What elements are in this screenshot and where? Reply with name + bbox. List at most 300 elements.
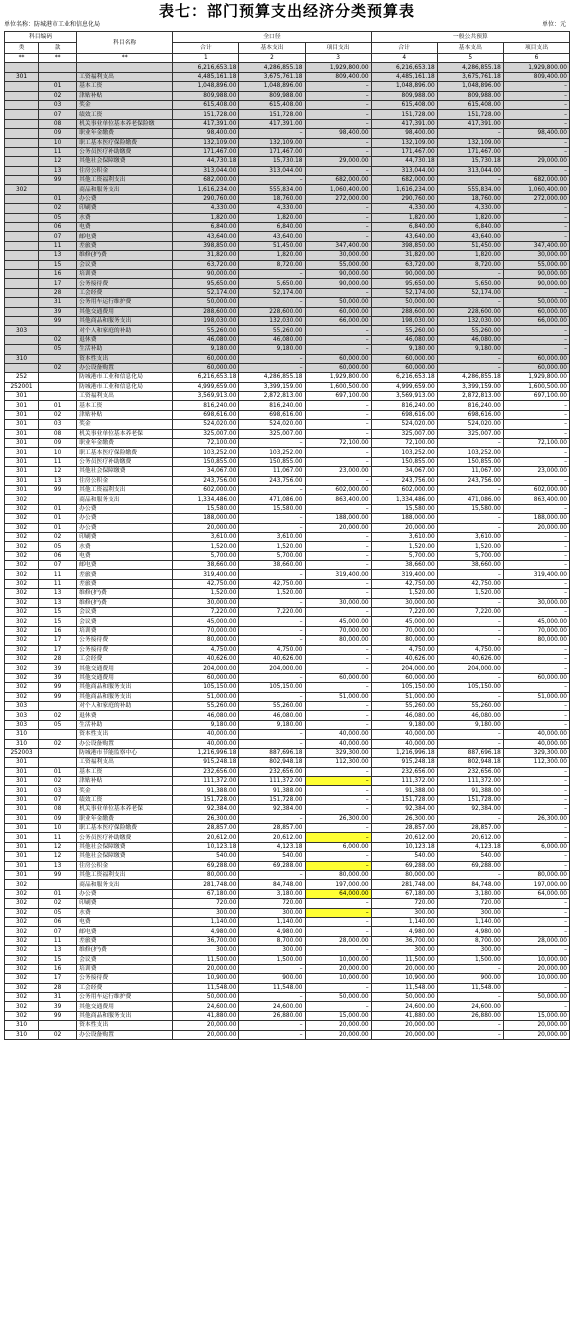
cell-general-total: 105,150.00 xyxy=(371,683,437,692)
table-row xyxy=(5,1030,570,1039)
cell-general-total: 42,750.00 xyxy=(371,579,437,588)
cell-project: – xyxy=(305,561,371,570)
cell-general-basic: 4,123.18 xyxy=(437,842,503,851)
cell-general-total: 95,650.00 xyxy=(371,279,437,288)
cell-basic: 40,626.00 xyxy=(239,655,305,664)
cell-lei-code: 301 xyxy=(5,786,39,795)
cell-lei-code xyxy=(5,307,39,316)
cell-general-project: 30,000.00 xyxy=(503,251,569,260)
header-col-number: 2 xyxy=(239,54,305,63)
table-row xyxy=(5,889,570,898)
cell-total: 132,109.00 xyxy=(173,138,239,147)
cell-project: – xyxy=(305,917,371,926)
cell-total: 60,000.00 xyxy=(173,354,239,363)
cell-lei-code: 302 xyxy=(5,927,39,936)
table-row xyxy=(5,814,570,823)
cell-general-project: 272,000.00 xyxy=(503,194,569,203)
cell-general-project: 602,000.00 xyxy=(503,485,569,494)
cell-lei-code: 310 xyxy=(5,1030,39,1039)
cell-project: – xyxy=(305,448,371,457)
table-row xyxy=(5,899,570,908)
table-row xyxy=(5,692,570,701)
cell-total: 92,384.00 xyxy=(173,805,239,814)
cell-lei-code: 302 xyxy=(5,532,39,541)
cell-project: 112,300.00 xyxy=(305,758,371,767)
cell-basic: 1,140.00 xyxy=(239,917,305,926)
header-general-group: 一般公共预算 xyxy=(371,32,569,43)
cell-kuan-code xyxy=(39,880,77,889)
cell-item-name: 职工基本医疗保险缴费 xyxy=(77,448,173,457)
cell-kuan-code: 17 xyxy=(39,636,77,645)
cell-general-project: – xyxy=(503,420,569,429)
cell-item-name: 防城港市工业和信息化局 xyxy=(77,373,173,382)
cell-item-name: 生活补助 xyxy=(77,720,173,729)
cell-basic: 91,388.00 xyxy=(239,786,305,795)
cell-total: 42,750.00 xyxy=(173,579,239,588)
cell-general-total: 26,300.00 xyxy=(371,814,437,823)
cell-lei-code xyxy=(5,298,39,307)
table-row xyxy=(5,917,570,926)
cell-item-name: 住房公积金 xyxy=(77,861,173,870)
cell-general-total: 132,109.00 xyxy=(371,138,437,147)
cell-general-project: 66,000.00 xyxy=(503,316,569,325)
cell-project: – xyxy=(305,410,371,419)
cell-general-basic: – xyxy=(437,570,503,579)
cell-general-project: 29,000.00 xyxy=(503,157,569,166)
table-row xyxy=(5,298,570,307)
cell-basic: – xyxy=(239,1021,305,1030)
cell-general-basic: 816,240.00 xyxy=(437,401,503,410)
cell-kuan-code: 07 xyxy=(39,561,77,570)
cell-general-basic: 42,750.00 xyxy=(437,579,503,588)
cell-basic: 9,180.00 xyxy=(239,345,305,354)
cell-lei-code: 252003 xyxy=(5,748,39,757)
cell-general-basic: 6,840.00 xyxy=(437,223,503,232)
cell-kuan-code: 02 xyxy=(39,410,77,419)
cell-lei-code: 302 xyxy=(5,523,39,532)
cell-item-name: 电费 xyxy=(77,917,173,926)
cell-project: – xyxy=(305,946,371,955)
cell-total: 40,000.00 xyxy=(173,730,239,739)
cell-item-name: 其他交通费用 xyxy=(77,1002,173,1011)
cell-basic: 524,020.00 xyxy=(239,420,305,429)
cell-general-total: 1,140.00 xyxy=(371,917,437,926)
cell-lei-code: 301 xyxy=(5,833,39,842)
cell-kuan-code: 28 xyxy=(39,655,77,664)
cell-lei-code: 302 xyxy=(5,626,39,635)
cell-general-project: 20,000.00 xyxy=(503,1021,569,1030)
cell-item-name: 机关事业单位基本养老保险缴 xyxy=(77,119,173,128)
cell-general-project: – xyxy=(503,701,569,710)
table-row xyxy=(5,514,570,523)
cell-item-name: 退休费 xyxy=(77,711,173,720)
cell-kuan-code xyxy=(39,1021,77,1030)
cell-lei-code: 302 xyxy=(5,664,39,673)
cell-basic: 52,174.00 xyxy=(239,288,305,297)
table-row xyxy=(5,363,570,372)
cell-basic: – xyxy=(239,636,305,645)
cell-kuan-code: 17 xyxy=(39,645,77,654)
cell-general-basic: 8,700.00 xyxy=(437,936,503,945)
cell-item-name: 其他社会保障缴费 xyxy=(77,852,173,861)
cell-kuan-code: 16 xyxy=(39,964,77,973)
cell-general-total: 11,548.00 xyxy=(371,983,437,992)
table-row xyxy=(5,532,570,541)
cell-project: 28,000.00 xyxy=(305,936,371,945)
cell-general-basic: 228,600.00 xyxy=(437,307,503,316)
cell-total: 698,616.00 xyxy=(173,410,239,419)
cell-lei-code xyxy=(5,279,39,288)
cell-general-total: 300.00 xyxy=(371,908,437,917)
cell-general-basic: 3,610.00 xyxy=(437,532,503,541)
cell-project: 80,000.00 xyxy=(305,870,371,879)
cell-general-project: 60,000.00 xyxy=(503,673,569,682)
cell-project: 20,000.00 xyxy=(305,1030,371,1039)
cell-general-total: 720.00 xyxy=(371,899,437,908)
cell-lei-code xyxy=(5,129,39,138)
cell-general-project: – xyxy=(503,345,569,354)
cell-general-project: 15,000.00 xyxy=(503,1011,569,1020)
cell-kuan-code: 02 xyxy=(39,335,77,344)
cell-total: 204,000.00 xyxy=(173,664,239,673)
cell-basic: – xyxy=(239,814,305,823)
cell-general-project: 60,000.00 xyxy=(503,354,569,363)
header-col-number: 1 xyxy=(173,54,239,63)
cell-basic: 3,610.00 xyxy=(239,532,305,541)
cell-project: – xyxy=(305,767,371,776)
cell-general-project: 329,300.00 xyxy=(503,748,569,757)
cell-item-name: 基本工资 xyxy=(77,767,173,776)
cell-basic: 2,872,813.00 xyxy=(239,392,305,401)
cell-general-total: 46,080.00 xyxy=(371,335,437,344)
cell-kuan-code: 15 xyxy=(39,608,77,617)
cell-general-basic: 132,109.00 xyxy=(437,138,503,147)
cell-kuan-code: 03 xyxy=(39,420,77,429)
cell-general-basic: 171,467.00 xyxy=(437,147,503,156)
cell-item-name: 维修(护)费 xyxy=(77,589,173,598)
cell-kuan-code: 02 xyxy=(39,711,77,720)
cell-general-total: 915,248.18 xyxy=(371,758,437,767)
cell-total: 300.00 xyxy=(173,908,239,917)
cell-basic: 18,760.00 xyxy=(239,194,305,203)
cell-total: 188,000.00 xyxy=(173,514,239,523)
cell-total: 4,999,659.00 xyxy=(173,382,239,391)
cell-total: 1,520.00 xyxy=(173,542,239,551)
cell-basic: 7,220.00 xyxy=(239,608,305,617)
cell-project: 50,000.00 xyxy=(305,298,371,307)
table-row xyxy=(5,448,570,457)
cell-project: – xyxy=(305,345,371,354)
cell-general-project: – xyxy=(503,983,569,992)
cell-general-basic: 15,580.00 xyxy=(437,504,503,513)
cell-general-project: 10,000.00 xyxy=(503,955,569,964)
table-row xyxy=(5,100,570,109)
cell-general-basic: 84,748.00 xyxy=(437,880,503,889)
cell-general-basic: 7,220.00 xyxy=(437,608,503,617)
table-row xyxy=(5,636,570,645)
cell-project: 98,400.00 xyxy=(305,129,371,138)
cell-basic: 51,450.00 xyxy=(239,241,305,250)
cell-kuan-code: 99 xyxy=(39,316,77,325)
cell-item-name: 培训费 xyxy=(77,626,173,635)
cell-project: – xyxy=(305,983,371,992)
cell-lei-code: 302 xyxy=(5,1002,39,1011)
cell-general-project: – xyxy=(503,532,569,541)
cell-kuan-code: 16 xyxy=(39,269,77,278)
cell-project: – xyxy=(305,223,371,232)
cell-basic: 103,252.00 xyxy=(239,448,305,457)
cell-general-total: 171,467.00 xyxy=(371,147,437,156)
cell-project: 60,000.00 xyxy=(305,354,371,363)
cell-general-project: 40,000.00 xyxy=(503,730,569,739)
cell-total: 51,000.00 xyxy=(173,692,239,701)
cell-basic: 151,728.00 xyxy=(239,110,305,119)
cell-general-total: 34,067.00 xyxy=(371,467,437,476)
cell-total: 398,850.00 xyxy=(173,241,239,250)
cell-basic: – xyxy=(239,598,305,607)
cell-general-project: – xyxy=(503,223,569,232)
table-row xyxy=(5,157,570,166)
cell-item-name: 办公费 xyxy=(77,514,173,523)
cell-project: 10,000.00 xyxy=(305,955,371,964)
cell-general-basic: 55,260.00 xyxy=(437,701,503,710)
cell-project: 40,000.00 xyxy=(305,739,371,748)
cell-item-name: 职业年金缴费 xyxy=(77,814,173,823)
cell-general-total: 602,000.00 xyxy=(371,485,437,494)
cell-basic: 540.00 xyxy=(239,852,305,861)
cell-basic: 92,384.00 xyxy=(239,805,305,814)
table-row xyxy=(5,467,570,476)
cell-general-project: – xyxy=(503,204,569,213)
cell-general-total: 816,240.00 xyxy=(371,401,437,410)
cell-total: 540.00 xyxy=(173,852,239,861)
cell-lei-code xyxy=(5,345,39,354)
cell-lei-code: 310 xyxy=(5,354,39,363)
cell-total: 682,000.00 xyxy=(173,176,239,185)
cell-total: 615,408.00 xyxy=(173,100,239,109)
cell-basic: 3,675,761.18 xyxy=(239,72,305,81)
cell-general-basic: 26,880.00 xyxy=(437,1011,503,1020)
cell-general-total: 1,048,896.00 xyxy=(371,82,437,91)
cell-lei-code: 301 xyxy=(5,795,39,804)
cell-general-basic: 11,067.00 xyxy=(437,467,503,476)
cell-total: 4,485,161.18 xyxy=(173,72,239,81)
cell-total: 3,569,913.00 xyxy=(173,392,239,401)
cell-lei-code: 302 xyxy=(5,495,39,504)
cell-basic: – xyxy=(239,176,305,185)
cell-general-total: 24,600.00 xyxy=(371,1002,437,1011)
cell-kuan-code: 28 xyxy=(39,983,77,992)
cell-general-basic: 151,728.00 xyxy=(437,110,503,119)
cell-general-basic: 5,700.00 xyxy=(437,551,503,560)
cell-general-project: 863,400.00 xyxy=(503,495,569,504)
table-row xyxy=(5,288,570,297)
cell-general-project: – xyxy=(503,476,569,485)
cell-general-total: 290,760.00 xyxy=(371,194,437,203)
cell-item-name: 差旅费 xyxy=(77,579,173,588)
header-total-2: 合计 xyxy=(371,43,437,54)
cell-lei-code xyxy=(5,363,39,372)
table-row xyxy=(5,720,570,729)
cell-basic: 300.00 xyxy=(239,908,305,917)
cell-basic: 417,391.00 xyxy=(239,119,305,128)
cell-item-name: 其他交通费用 xyxy=(77,673,173,682)
cell-general-basic: 5,650.00 xyxy=(437,279,503,288)
cell-item-name: 工会经费 xyxy=(77,655,173,664)
cell-project: – xyxy=(305,326,371,335)
cell-item-name: 津贴补贴 xyxy=(77,91,173,100)
cell-item-name: 印刷费 xyxy=(77,204,173,213)
cell-total: 70,000.00 xyxy=(173,626,239,635)
cell-kuan-code xyxy=(39,185,77,194)
cell-general-project: – xyxy=(503,166,569,175)
cell-total: 281,748.00 xyxy=(173,880,239,889)
cell-project: – xyxy=(305,786,371,795)
table-row xyxy=(5,354,570,363)
cell-total: 63,720.00 xyxy=(173,260,239,269)
cell-lei-code: 302 xyxy=(5,983,39,992)
cell-general-basic: – xyxy=(437,692,503,701)
table-row xyxy=(5,964,570,973)
cell-project: 319,400.00 xyxy=(305,570,371,579)
cell-basic: 46,080.00 xyxy=(239,335,305,344)
cell-general-total: 50,000.00 xyxy=(371,298,437,307)
cell-basic: 300.00 xyxy=(239,946,305,955)
cell-general-project: – xyxy=(503,589,569,598)
cell-total: 28,857.00 xyxy=(173,824,239,833)
cell-lei-code: 301 xyxy=(5,439,39,448)
cell-total: 34,067.00 xyxy=(173,467,239,476)
cell-kuan-code: 02 xyxy=(39,777,77,786)
cell-general-total: 72,100.00 xyxy=(371,439,437,448)
cell-general-project: – xyxy=(503,1002,569,1011)
cell-general-project: 30,000.00 xyxy=(503,598,569,607)
cell-general-total: 3,610.00 xyxy=(371,532,437,541)
cell-general-project: 60,000.00 xyxy=(503,307,569,316)
cell-general-total: 5,700.00 xyxy=(371,551,437,560)
cell-general-project: 80,000.00 xyxy=(503,636,569,645)
table-row xyxy=(5,711,570,720)
cell-kuan-code: 11 xyxy=(39,579,77,588)
cell-total: 30,000.00 xyxy=(173,598,239,607)
cell-total: 46,080.00 xyxy=(173,711,239,720)
table-row xyxy=(5,542,570,551)
cell-item-name: 公务接待费 xyxy=(77,636,173,645)
cell-kuan-code: 99 xyxy=(39,870,77,879)
cell-kuan-code xyxy=(39,758,77,767)
cell-kuan-code: 06 xyxy=(39,917,77,926)
cell-total: 52,174.00 xyxy=(173,288,239,297)
cell-general-basic: 55,260.00 xyxy=(437,326,503,335)
cell-kuan-code: 01 xyxy=(39,401,77,410)
cell-kuan-code: 05 xyxy=(39,908,77,917)
cell-general-total: 10,900.00 xyxy=(371,974,437,983)
table-row xyxy=(5,1002,570,1011)
cell-general-basic: 69,288.00 xyxy=(437,861,503,870)
table-row xyxy=(5,777,570,786)
table-row xyxy=(5,936,570,945)
table-row xyxy=(5,316,570,325)
cell-total: 36,700.00 xyxy=(173,936,239,945)
cell-basic: 4,123.18 xyxy=(239,842,305,851)
cell-kuan-code: 02 xyxy=(39,363,77,372)
cell-kuan-code: 99 xyxy=(39,692,77,701)
cell-total: 6,216,653.18 xyxy=(173,373,239,382)
table-row xyxy=(5,626,570,635)
cell-general-total: 151,728.00 xyxy=(371,110,437,119)
cell-general-basic: 698,616.00 xyxy=(437,410,503,419)
cell-total: 43,640.00 xyxy=(173,232,239,241)
cell-kuan-code: 99 xyxy=(39,683,77,692)
cell-general-basic: 4,286,855.18 xyxy=(437,63,503,72)
cell-general-basic: – xyxy=(437,626,503,635)
cell-total: 45,000.00 xyxy=(173,617,239,626)
cell-lei-code: 302 xyxy=(5,185,39,194)
cell-total: 232,656.00 xyxy=(173,767,239,776)
cell-general-basic: 151,728.00 xyxy=(437,795,503,804)
table-row xyxy=(5,129,570,138)
cell-item-name: 公务接待费 xyxy=(77,974,173,983)
header-col-number: 6 xyxy=(503,54,569,63)
cell-basic: 4,330.00 xyxy=(239,204,305,213)
cell-item-name: 维修(护)费 xyxy=(77,598,173,607)
cell-total: 1,216,996.18 xyxy=(173,748,239,757)
cell-item-name: 职工基本医疗保险缴费 xyxy=(77,824,173,833)
cell-kuan-code: 05 xyxy=(39,720,77,729)
cell-basic: – xyxy=(239,692,305,701)
cell-total: 4,330.00 xyxy=(173,204,239,213)
cell-general-basic: 46,080.00 xyxy=(437,711,503,720)
cell-project: – xyxy=(305,110,371,119)
cell-lei-code: 302 xyxy=(5,636,39,645)
cell-project: – xyxy=(305,579,371,588)
cell-basic: 4,286,855.18 xyxy=(239,373,305,382)
cell-item-name: 其他交通费用 xyxy=(77,307,173,316)
cell-project: – xyxy=(305,551,371,560)
cell-basic: 9,180.00 xyxy=(239,720,305,729)
cell-item-name: 培训费 xyxy=(77,269,173,278)
cell-kuan-code: 02 xyxy=(39,899,77,908)
table-row xyxy=(5,880,570,889)
cell-kuan-code xyxy=(39,326,77,335)
cell-kuan-code: 08 xyxy=(39,119,77,128)
cell-lei-code: 302 xyxy=(5,589,39,598)
cell-basic: – xyxy=(239,514,305,523)
cell-project: 20,000.00 xyxy=(305,523,371,532)
cell-basic: 105,150.00 xyxy=(239,683,305,692)
cell-project: 1,929,800.00 xyxy=(305,63,371,72)
cell-total: 69,288.00 xyxy=(173,861,239,870)
cell-general-basic: – xyxy=(437,523,503,532)
cell-general-total: 4,485,161.18 xyxy=(371,72,437,81)
cell-general-basic: 3,675,761.18 xyxy=(437,72,503,81)
table-row xyxy=(5,833,570,842)
cell-kuan-code xyxy=(39,495,77,504)
cell-total: 95,650.00 xyxy=(173,279,239,288)
cell-basic: 4,286,855.18 xyxy=(239,63,305,72)
cell-general-project: 90,000.00 xyxy=(503,279,569,288)
cell-general-basic: – xyxy=(437,298,503,307)
cell-lei-code: 301 xyxy=(5,861,39,870)
cell-item-name: 津贴补贴 xyxy=(77,410,173,419)
cell-general-project: – xyxy=(503,91,569,100)
cell-total: 55,260.00 xyxy=(173,326,239,335)
cell-kuan-code: 01 xyxy=(39,514,77,523)
cell-lei-code: 302 xyxy=(5,1011,39,1020)
cell-lei-code: 252 xyxy=(5,373,39,382)
cell-total: 90,000.00 xyxy=(173,269,239,278)
cell-general-basic: 232,656.00 xyxy=(437,767,503,776)
